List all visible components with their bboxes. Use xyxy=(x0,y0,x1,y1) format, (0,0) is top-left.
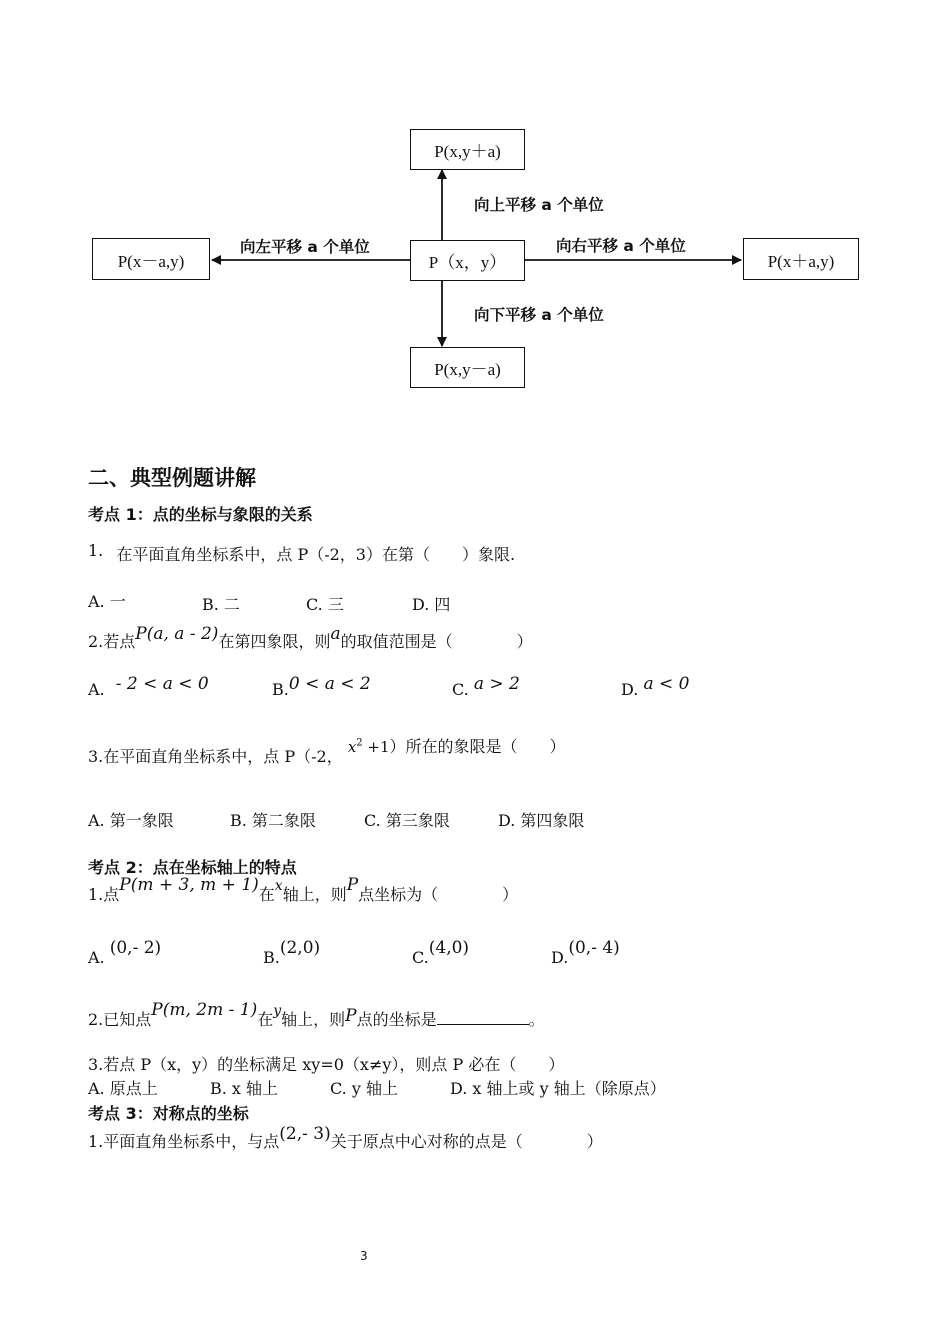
t1-q2-option-c-expr: a > 2 xyxy=(473,674,520,694)
t2-q1-option-d-letter: D. xyxy=(551,948,569,967)
page-number: 3 xyxy=(360,1249,368,1263)
t1-q1-num: 1. xyxy=(88,541,104,560)
t2-q3-option-a: A. 原点上 xyxy=(88,1079,158,1098)
t2-q2-var2: P xyxy=(345,1006,357,1026)
t1-q3-pre: 3.在平面直角坐标系中，点 P（-2， xyxy=(88,747,343,766)
t2-q1-pre: 1.点 xyxy=(88,885,120,904)
t1-q2-option-d xyxy=(621,674,689,699)
t2-q3-option-d: D. x 轴上或 y 轴上（除原点） xyxy=(450,1079,666,1098)
t1-q2 xyxy=(88,624,533,652)
t1-q2-option-a-expr: - 2 < a < 0 xyxy=(115,674,209,694)
t2-q1-option-a-letter: A. xyxy=(88,948,105,967)
t1-q2-option-d-expr: a < 0 xyxy=(643,674,690,694)
t2-q1-var: x xyxy=(274,878,283,894)
t2-q2 xyxy=(88,1000,545,1030)
label-up: 向上平移 a 个单位 xyxy=(474,196,604,214)
box-down: P(x,y－a) xyxy=(410,347,525,388)
t1-q3 xyxy=(88,734,566,767)
topic3-title: 考点 3：对称点的坐标 xyxy=(88,1104,249,1123)
t1-q1-option-d: D. 四 xyxy=(412,595,451,614)
t2-q1 xyxy=(88,875,518,905)
t1-q2-option-b xyxy=(272,674,371,699)
t1-q1-option-a: A. 一 xyxy=(88,592,126,611)
label-right: 向右平移 a 个单位 xyxy=(556,237,686,255)
t1-q2-option-b-expr: 0 < a < 2 xyxy=(288,674,371,694)
t2-q1-option-a-expr: (0,- 2) xyxy=(109,938,162,958)
t1-q2-var: a xyxy=(330,624,341,644)
t3-q1-pre: 1.平面直角坐标系中，与点 xyxy=(88,1132,280,1151)
t2-q2-mid2: 轴上，则 xyxy=(281,1010,346,1029)
t2-q1-mid: 在 xyxy=(258,885,275,904)
t1-q1 xyxy=(88,541,515,565)
box-right: P(x＋a,y) xyxy=(743,238,859,280)
box-up: P(x,y＋a) xyxy=(410,129,525,170)
t2-q2-expr: P(m, 2m - 1) xyxy=(151,1000,258,1020)
t1-q3-option-c: C. 第三象限 xyxy=(364,811,450,830)
t1-q3-option-d: D. 第四象限 xyxy=(498,811,585,830)
t2-q1-option-d-expr: (0,- 4) xyxy=(568,938,620,958)
t1-q3-post: ）所在的象限是（ ） xyxy=(389,737,566,756)
t3-q1 xyxy=(88,1124,603,1152)
t1-q3-expr-base: x xyxy=(347,738,357,756)
t1-q1-text: 在平面直角坐标系中，点 P（-2，3）在第（ ）象限. xyxy=(116,545,516,564)
t1-q1-option-c: C. 三 xyxy=(306,595,344,614)
t2-q1-mid2: 轴上，则 xyxy=(282,885,347,904)
t2-q2-var: y xyxy=(273,1003,282,1019)
t2-q3-option-b: B. x 轴上 xyxy=(210,1079,279,1098)
box-left: P(x－a,y) xyxy=(92,238,210,280)
t1-q2-option-c-letter: C. xyxy=(452,680,469,699)
t2-q2-answer-blank[interactable] xyxy=(437,1010,529,1025)
t2-q2-end: 。 xyxy=(528,1010,545,1029)
t3-q1-post: 关于原点中心对称的点是（ ） xyxy=(330,1132,603,1151)
t2-q1-var2: P xyxy=(346,875,359,895)
t1-q3-expr-rest: +1 xyxy=(362,738,390,756)
t2-q1-post: 点坐标为（ ） xyxy=(358,885,519,904)
t2-q1-option-d xyxy=(551,938,620,967)
t2-q3-option-c: C. y 轴上 xyxy=(330,1079,398,1098)
t1-q2-option-a-letter: A. xyxy=(88,680,105,699)
section-title: 二、典型例题讲解 xyxy=(88,466,256,490)
t1-q2-option-c xyxy=(452,674,520,699)
topic2-title: 考点 2：点在坐标轴上的特点 xyxy=(88,858,297,877)
t2-q2-post: 点的坐标是 xyxy=(356,1010,437,1029)
t1-q3-option-a: A. 第一象限 xyxy=(88,811,174,830)
t2-q3-text: 3.若点 P（x，y）的坐标满足 xy=0（x≠y），则点 P 必在（ ） xyxy=(88,1055,565,1074)
t2-q1-expr: P(m + 3, m + 1) xyxy=(119,875,259,895)
t2-q2-mid: 在 xyxy=(257,1010,274,1029)
t2-q1-option-c-expr: (4,0) xyxy=(428,938,470,958)
t1-q2-option-d-letter: D. xyxy=(621,680,639,699)
t1-q2-expr: P(a, a - 2) xyxy=(135,624,219,644)
t1-q2-post: 的取值范围是（ ） xyxy=(340,632,533,651)
t1-q2-option-a xyxy=(88,674,209,699)
box-center: P（x，y） xyxy=(410,240,525,281)
t2-q1-option-b-letter: B. xyxy=(263,948,280,967)
t2-q2-pre: 2.已知点 xyxy=(88,1010,152,1029)
t3-q1-expr: (2,- 3) xyxy=(279,1124,331,1144)
label-down: 向下平移 a 个单位 xyxy=(474,306,604,324)
t1-q3-option-b: B. 第二象限 xyxy=(230,811,316,830)
t1-q2-option-b-letter: B. xyxy=(272,680,289,699)
t1-q2-pre: 2.若点 xyxy=(88,632,136,651)
t2-q1-option-c-letter: C. xyxy=(412,948,429,967)
topic1-title: 考点 1：点的坐标与象限的关系 xyxy=(88,505,313,524)
t2-q1-option-b-expr: (2,0) xyxy=(279,938,321,958)
t1-q3-expr-sup: 2 xyxy=(356,737,363,749)
t2-q1-option-c xyxy=(412,938,469,967)
t2-q1-option-a xyxy=(88,938,161,967)
label-left: 向左平移 a 个单位 xyxy=(240,238,370,256)
t1-q1-option-b: B. 二 xyxy=(202,595,240,614)
t1-q2-mid: 在第四象限，则 xyxy=(218,632,331,651)
t2-q1-option-b xyxy=(263,938,320,967)
